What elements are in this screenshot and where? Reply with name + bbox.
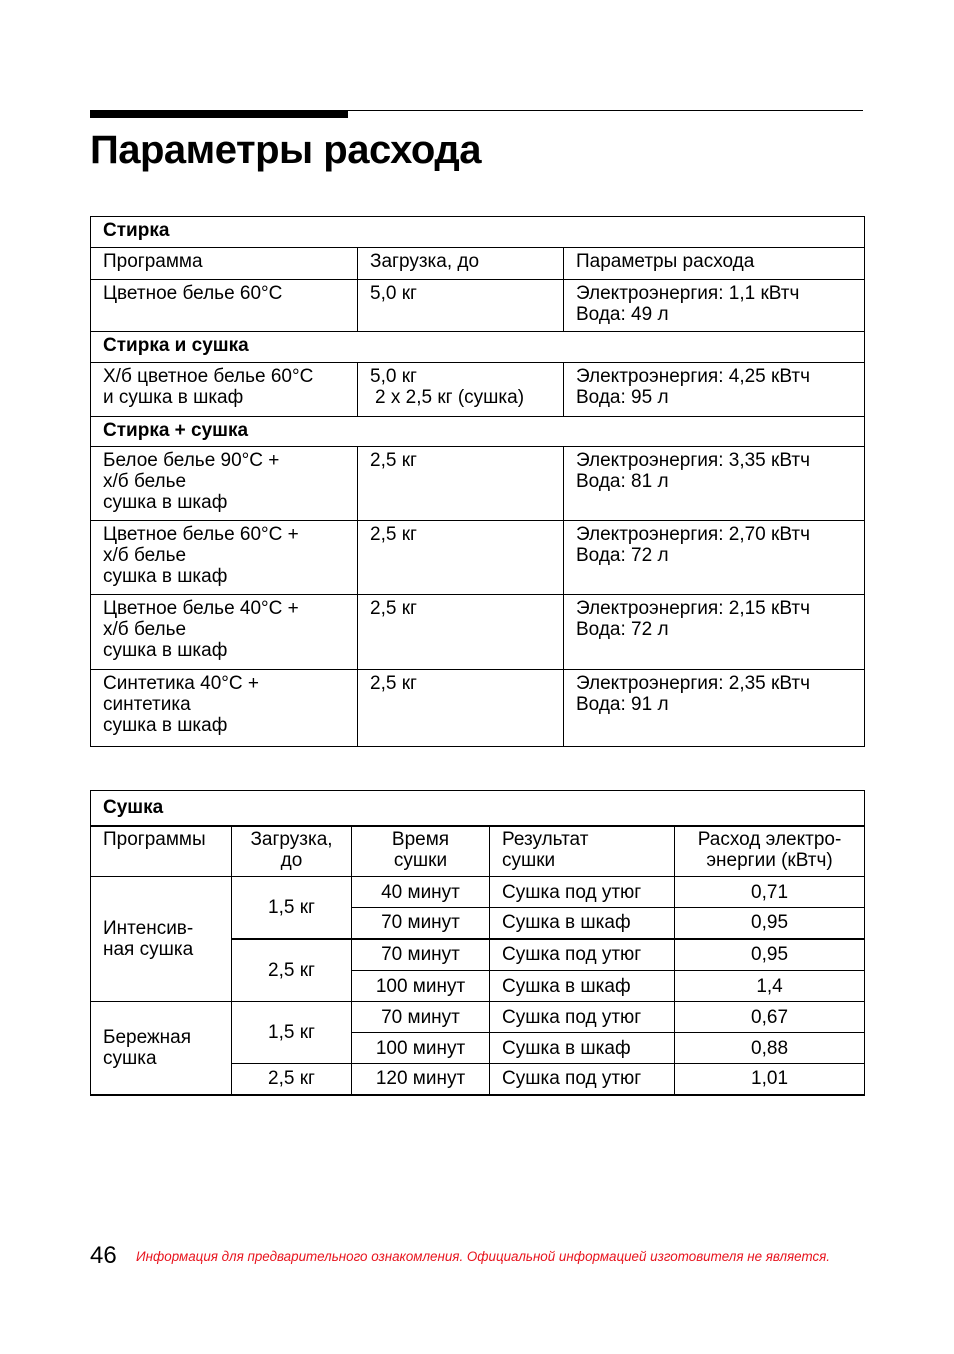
energy-value: Электроэнергия: 3,35 кВтч (576, 450, 810, 471)
load-cell: 1,5 кг (232, 877, 352, 939)
energy-value: Электроэнергия: 2,70 кВтч (576, 524, 810, 545)
water-value: Вода: 91 л (576, 694, 669, 715)
section-wash-and-dry: Стирка и сушка (91, 332, 865, 363)
header-load (232, 826, 352, 877)
program-cell (91, 521, 358, 595)
time-cell: 70 минут (352, 939, 490, 971)
table-row (91, 363, 865, 417)
program-line: Интенсив- (103, 918, 194, 939)
consumption-cell (564, 670, 865, 747)
header-line: Расход электро- (697, 828, 842, 850)
load-cell: 2,5 кг (232, 939, 352, 1002)
header-energy (675, 826, 865, 877)
energy-value: Электроэнергия: 2,15 кВтч (576, 598, 810, 619)
header-line: Загрузка, (250, 828, 333, 850)
program-line: х/б белье (103, 619, 187, 640)
program-line: х/б белье (103, 545, 187, 566)
load-line: 2 x 2,5 кг (сушка) (375, 387, 525, 408)
consumption-cell (564, 595, 865, 670)
result-cell: Сушка под утюг (490, 939, 675, 971)
load-cell: 2,5 кг (358, 595, 564, 670)
result-cell: Сушка под утюг (490, 877, 675, 908)
consumption-cell (564, 363, 865, 417)
program-intensive (91, 877, 232, 1002)
table-row (91, 670, 865, 747)
time-cell: 100 минут (352, 971, 490, 1002)
result-cell: Сушка в шкаф (490, 908, 675, 939)
load-line: 5,0 кг (370, 366, 417, 387)
water-value: Вода: 49 л (576, 304, 669, 325)
section-row (91, 332, 865, 363)
section-wash-plus-dry: Стирка + сушка (91, 417, 865, 447)
consumption-cell (564, 280, 865, 332)
table-header-row (91, 826, 865, 877)
program-line: Цветное белье 60°C + (103, 524, 299, 545)
table-row (91, 447, 865, 521)
table-row (91, 595, 865, 670)
program-line: Белое белье 90°C + (103, 450, 280, 471)
page-title: Параметры расхода (90, 128, 481, 172)
program-cell (91, 670, 358, 747)
water-value: Вода: 95 л (576, 387, 669, 408)
program-line: Цветное белье 40°C + (103, 598, 299, 619)
table-header-row (91, 248, 865, 280)
washing-consumption-table (90, 216, 865, 747)
program-line: ная сушка (103, 939, 194, 960)
time-cell: 70 минут (352, 908, 490, 939)
load-cell: 2,5 кг (232, 1064, 352, 1095)
energy-cell: 0,88 (675, 1033, 865, 1064)
result-cell: Сушка в шкаф (490, 971, 675, 1002)
load-cell: 5,0 кг (358, 280, 564, 332)
drying-consumption-table (90, 790, 865, 1096)
header-accent-bar (90, 110, 348, 118)
program-cell (91, 595, 358, 670)
header-program: Программа (91, 248, 358, 280)
result-cell: Сушка под утюг (490, 1002, 675, 1033)
program-gentle (91, 1002, 232, 1095)
program-line: сушка в шкаф (103, 566, 228, 587)
header-programs: Программы (91, 826, 232, 877)
section-row (91, 417, 865, 447)
program-line: сушка (103, 1047, 157, 1069)
energy-cell: 0,95 (675, 908, 865, 939)
program-line: сушка в шкаф (103, 492, 228, 513)
header-line: сушки (502, 849, 556, 871)
energy-cell: 1,4 (675, 971, 865, 1002)
table-row (91, 521, 865, 595)
time-cell: 70 минут (352, 1002, 490, 1033)
water-value: Вода: 81 л (576, 471, 669, 492)
program-line: х/б белье (103, 471, 187, 492)
load-cell: 2,5 кг (358, 521, 564, 595)
table-row (91, 280, 865, 332)
time-cell: 120 минут (352, 1064, 490, 1095)
header-time (352, 826, 490, 877)
header-line: Результат (502, 828, 589, 850)
header-load: Загрузка, до (358, 248, 564, 280)
load-cell: 2,5 кг (358, 447, 564, 521)
program-line: Х/б цветное белье 60°C (103, 366, 314, 387)
section-row (91, 217, 865, 248)
load-cell: 1,5 кг (232, 1002, 352, 1064)
program-line: сушка в шкаф (103, 640, 228, 661)
header-line: энергии (кВтч) (706, 849, 833, 871)
consumption-cell (564, 521, 865, 595)
header-line: сушки (393, 849, 448, 871)
consumption-cell (564, 447, 865, 521)
energy-cell: 1,01 (675, 1064, 865, 1095)
section-washing: Стирка (91, 217, 865, 248)
program-line: сушка в шкаф (103, 715, 228, 736)
load-cell (358, 363, 564, 417)
section-row (91, 791, 865, 826)
table-row (91, 1002, 865, 1033)
program-cell: Цветное белье 60°C (91, 280, 358, 332)
program-cell (91, 447, 358, 521)
energy-value: Электроэнергия: 4,25 кВтч (576, 366, 810, 387)
header-line: Время (391, 828, 450, 850)
result-cell: Сушка под утюг (490, 1064, 675, 1095)
energy-cell: 0,71 (675, 877, 865, 908)
load-cell: 2,5 кг (358, 670, 564, 747)
energy-cell: 0,95 (675, 939, 865, 971)
disclaimer-note: Информация для предварительного ознакомления. Официальной информацией изготовителя не является. (136, 1249, 831, 1264)
energy-value: Электроэнергия: 1,1 кВтч (576, 283, 800, 304)
energy-value: Электроэнергия: 2,35 кВтч (576, 673, 810, 694)
section-drying: Сушка (91, 791, 865, 826)
energy-cell: 0,67 (675, 1002, 865, 1033)
page-number: 46 (90, 1242, 117, 1269)
header-consumption: Параметры расхода (564, 248, 865, 280)
result-cell: Сушка в шкаф (490, 1033, 675, 1064)
program-line: Синтетика 40°C + (103, 673, 259, 694)
program-cell (91, 363, 358, 417)
water-value: Вода: 72 л (576, 619, 669, 640)
program-line: и сушка в шкаф (103, 387, 244, 408)
time-cell: 100 минут (352, 1033, 490, 1064)
table-row (91, 877, 865, 908)
header-result (490, 826, 675, 877)
program-line: синтетика (103, 694, 191, 715)
header-line: до (280, 849, 303, 871)
program-line: Бережная (103, 1026, 192, 1048)
time-cell: 40 минут (352, 877, 490, 908)
water-value: Вода: 72 л (576, 545, 669, 566)
